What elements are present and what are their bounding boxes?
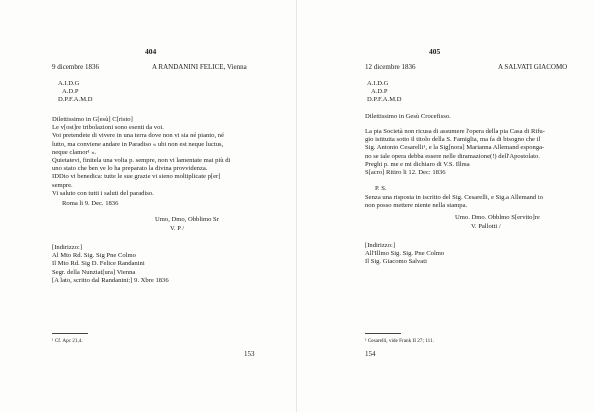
- page-number-top: 405: [429, 47, 441, 56]
- signature-line: Umo, Dmo, Obblimo Sr: [155, 216, 219, 223]
- address-line: [Indirizzo:]: [365, 242, 396, 249]
- book-gutter: [296, 0, 297, 412]
- letter-date: 12 dicembre 1836: [365, 63, 416, 71]
- address-line: [A lato, scritto dal Randanini:] 9. Xbre 1836: [52, 276, 169, 284]
- heading-line: A.D.P: [371, 88, 388, 96]
- signature-line: Umo. Dmo. Obblmo S[ervito]re: [455, 214, 540, 221]
- heading-line: A.I.D.G: [367, 80, 389, 87]
- body-line: lutto, ma conviene andare in Paradiso « ubi non est neque luctus,: [52, 140, 224, 148]
- address-line: [Indirizzo:]: [52, 244, 83, 251]
- address-line: Il Sig. Giacomo Salvati: [365, 258, 427, 266]
- address-block: [365, 242, 444, 267]
- heading-line: D.P.F.A.M.D: [58, 96, 93, 104]
- letter-heading: [367, 80, 401, 105]
- body-line: Sig. Antonio Cesarelli¹, e la Sig[nora] Marianna Allemand esponga-: [365, 144, 545, 152]
- body-line: S[acro] Ritiro li 12. Dec: 1836: [365, 169, 446, 177]
- body-line: gio istituita sotto il titolo della S. Famiglia, ma fa di bisogno che il: [365, 136, 541, 144]
- postscript-label: P. S.: [375, 185, 387, 192]
- body-line: sempre.: [52, 181, 73, 189]
- body-line: no se tale opera debba essere nelle diramazione(!) dell'Apostolato.: [365, 152, 540, 160]
- heading-line: A.I.D.G: [58, 80, 80, 87]
- address-line: Segr. della Nunziat[ura] Vienna: [52, 268, 136, 276]
- signature-name: V. Pallotti /: [471, 223, 501, 230]
- footnote-divider: [365, 333, 401, 334]
- body-line: Preghi p. me e mi dichiaro di V.S. Illma: [365, 160, 470, 168]
- body-line: Voi pretendete di vivere in una terra dove non vi sia né pianto, né: [52, 132, 224, 140]
- body-line: La pia Società non ricusa di assumere l'opera della pia Casa di Rifu-: [365, 128, 545, 135]
- place-date: Roma li 9. Dec. 1836: [62, 200, 119, 207]
- heading-line: A.D.P: [62, 88, 79, 96]
- body-line: Dilettissimo in G[esù] C[risto]: [52, 116, 133, 123]
- footnote-divider: [52, 333, 88, 334]
- address-block: [52, 244, 169, 285]
- address-line: Il Mto Rd. Sig D. Felice Randanini: [52, 260, 145, 268]
- letter-date: 9 dicembre 1836: [52, 63, 100, 71]
- body-line: IDDio vi benedica: tutte le sue grazie vi sieno moltiplicate p[er]: [52, 173, 221, 181]
- body-line: Le v[ost]re tribolazioni sono esenti da voi.: [52, 124, 164, 132]
- ps-line: Senza una risposta in iscritto del Sig. Cesarelli, e Sig.a Allemand io: [365, 194, 543, 201]
- footnote: ¹ Cf. Apc 21,4.: [52, 338, 83, 344]
- body-line: Vi saluto con tutti i saluti del paradiso.: [52, 189, 154, 197]
- page-number-top: 404: [145, 47, 157, 56]
- footnote: ¹ Cesarelli, vide Frank II 27; 111.: [365, 338, 434, 344]
- right-page: [303, 0, 593, 412]
- letter-addressee: A RANDANINI FELICE, Vienna: [152, 63, 247, 71]
- letter-body: [365, 128, 545, 177]
- letter-body: [52, 116, 230, 198]
- letter-heading: [58, 80, 92, 105]
- page-number-bottom: 154: [365, 350, 376, 358]
- left-page: [0, 0, 290, 412]
- signature-name: V. P /: [170, 225, 185, 232]
- address-line: All'Illmo Sig. Sig. Pne Colmo: [365, 250, 445, 258]
- body-line: Quietatevi, finitela una volta p. sempre, non vi lamentate mai più di: [52, 157, 231, 165]
- heading-line: D.P.F.A.M.D: [367, 96, 402, 104]
- body-line: neque clamor¹ ».: [52, 148, 97, 156]
- address-line: Al Mto Rd. Sig. Sig Pne Colmo: [52, 252, 136, 260]
- page-number-bottom: 153: [244, 350, 255, 358]
- body-line: uno stato che ben ve lo ha preparato la divina provvidenza.: [52, 165, 208, 173]
- ps-line: non posso mettere niente nella stampa.: [365, 202, 468, 210]
- postscript-body: [365, 194, 543, 210]
- letter-greeting: Dilettissimo in Gesù Crocefisso.: [365, 113, 451, 120]
- letter-addressee: A SALVATI GIACOMO: [498, 63, 568, 71]
